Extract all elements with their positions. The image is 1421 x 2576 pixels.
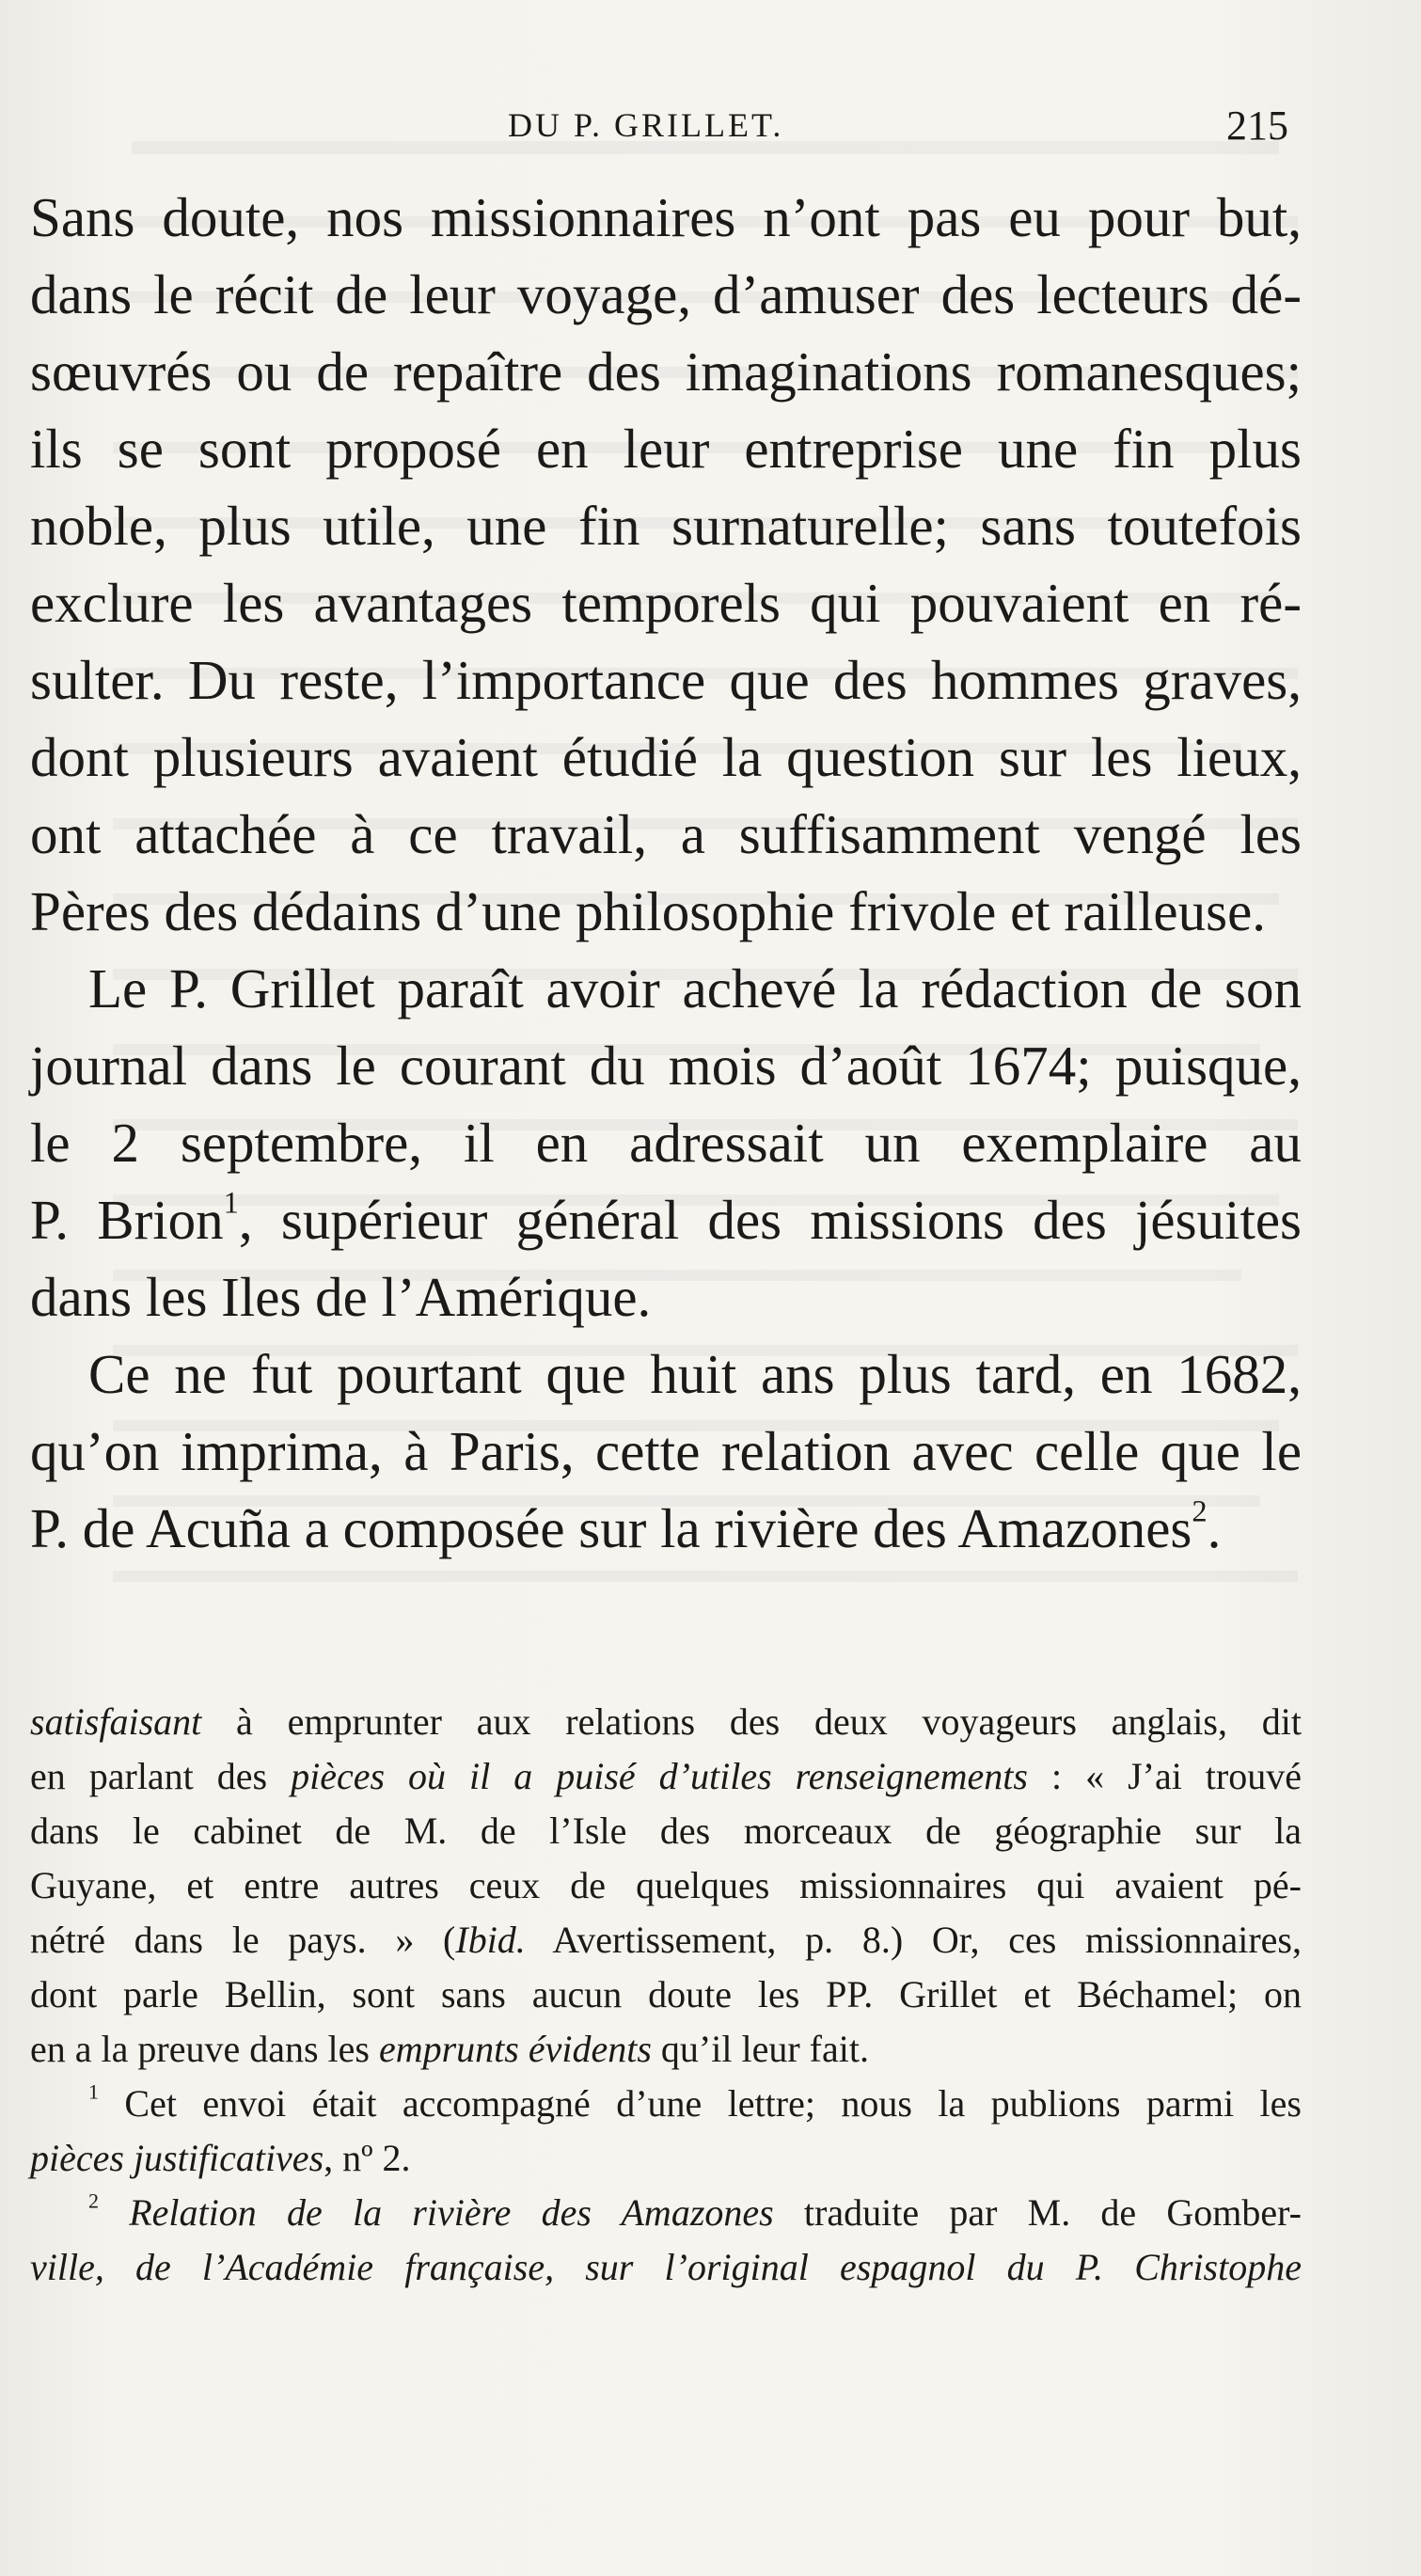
text-run: P. de Acuña a composée sur la rivière des Amazones [30, 1497, 1192, 1559]
footnote-line: dans le cabinet de M. de l’Isle des morceaux de géographie sur la [30, 1810, 1302, 1852]
footnote-2 [30, 2186, 1302, 2295]
footnote-line [30, 1695, 1302, 1749]
text-run: à emprunter aux relations des deux voyageurs anglais, dit [201, 1700, 1302, 1743]
paragraph-3 [30, 1335, 1302, 1567]
text-run: qu’il leur fait. [651, 2028, 869, 2070]
text-line: ils se sont proposé en leur entreprise une fin plus [30, 418, 1302, 480]
italic-run: de l’Académie française [135, 2246, 545, 2288]
footnote-marker: 2 [88, 2189, 99, 2213]
main-text [30, 179, 1302, 1567]
italic-run: , sur l’original espagnol du P. Christophe [545, 2246, 1302, 2288]
page-number: 215 [1226, 103, 1288, 149]
text-run: en parlant des [30, 1755, 292, 1797]
footnotes [30, 1695, 1302, 2295]
text-run: en a la preuve dans les [30, 2028, 379, 2070]
page-header [0, 105, 1421, 162]
text-line: dans le récit de leur voyage, d’amuser des lecteurs dé- [30, 263, 1302, 325]
text-line: qu’on imprima, à Paris, cette relation avec celle que le [30, 1420, 1302, 1482]
footnote-ref-2: 2 [1192, 1494, 1208, 1529]
footnote-marker: 1 [88, 2079, 99, 2104]
text-line: Pères des dédains d’une philosophie frivole et railleuse. [30, 880, 1267, 942]
text-line: sœuvrés ou de repaître des imaginations romanesques; [30, 340, 1302, 403]
paragraph-2 [30, 950, 1302, 1335]
text-line: Le P. Grillet paraît avoir achevé la rédaction de son [88, 957, 1302, 1019]
text-line: Sans doute, nos missionnaires n’ont pas eu pour but, [30, 186, 1302, 248]
text-line: le 2 septembre, il en adressait un exemplaire au [30, 1112, 1302, 1174]
footnote-line [30, 2077, 1302, 2131]
footnote-ref-1: 1 [223, 1186, 239, 1221]
italic-run: pièces justificatives [30, 2137, 324, 2179]
text-line: ont attachée à ce travail, a suffisamment vengé les [30, 803, 1302, 865]
footnote-line: dont parle Bellin, sont sans aucun doute les PP. Grillet et Béchamel; on [30, 1973, 1302, 2015]
running-head: DU P. GRILLET. [508, 106, 784, 144]
text-run: Avertissement, p. 8.) Or, ces missionnaires, [525, 1919, 1302, 1961]
italic-run: Relation de la rivière des Amazones [99, 2191, 774, 2234]
text-line [30, 1181, 1302, 1258]
text-line: Ce ne fut pourtant que huit ans plus tard, en 1682, [88, 1343, 1302, 1405]
text-line: noble, plus utile, une fin surnaturelle; sans toutefois [30, 495, 1302, 557]
text-run: , supérieur général des missions des jésuites [238, 1189, 1302, 1251]
paragraph-1 [30, 179, 1302, 950]
text-run: P. Brion [30, 1189, 224, 1251]
footnote-line [30, 2186, 1302, 2240]
text-line: journal dans le courant du mois d’août 1674; puisque, [30, 1035, 1302, 1097]
text-line: dans les Iles de l’Amérique. [30, 1266, 652, 1328]
footnote-line: Guyane, et entre autres ceux de quelques missionnaires qui avaient pé- [30, 1864, 1302, 1906]
italic-run: Ibid. [455, 1919, 526, 1961]
text-run: traduite par M. de Gomber- [773, 2191, 1302, 2234]
italic-run: pièces où il a puisé d’utiles renseignements [291, 1755, 1028, 1797]
footnote-line [30, 2131, 1302, 2186]
text-line: sulter. Du reste, l’importance que des hommes graves, [30, 649, 1302, 711]
footnote-line [30, 2022, 1302, 2077]
text-line [30, 1490, 1302, 1567]
text-line: exclure les avantages temporels qui pouvaient en ré- [30, 572, 1302, 634]
text-run: nétré dans le pays. » ( [30, 1919, 456, 1961]
text-line: dont plusieurs avaient étudié la question sur les lieux, [30, 726, 1302, 788]
italic-run: emprunts évidents [378, 2028, 652, 2070]
text-run: : « J’ai trouvé [1027, 1755, 1302, 1797]
italic-run: satisfaisant [30, 1700, 202, 1743]
text-run: . [1207, 1497, 1222, 1559]
footnote-line [30, 1749, 1302, 1804]
footnote-line [30, 2240, 1302, 2295]
footnote-line [30, 1913, 1302, 1968]
footnote-1 [30, 2077, 1302, 2186]
text-run: Cet envoi était accompagné d’une lettre; nous la publions parmi les [99, 2082, 1302, 2125]
footnote-continuation [30, 1695, 1302, 2077]
italic-run: ville, [30, 2246, 136, 2288]
text-run: , nº 2. [324, 2137, 411, 2179]
